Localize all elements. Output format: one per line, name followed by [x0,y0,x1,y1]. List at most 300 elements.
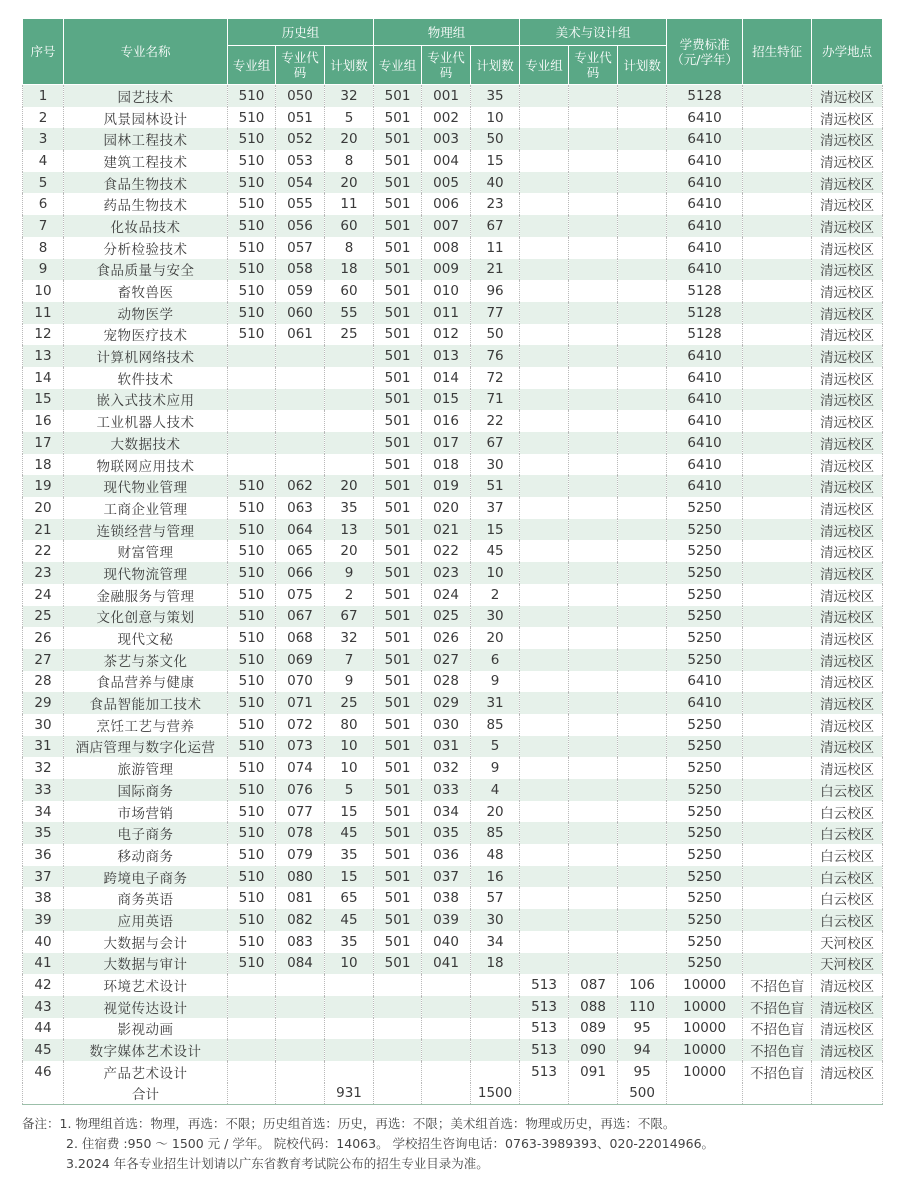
row-art-group [520,193,569,215]
row-art-plan: 94 [618,1039,667,1061]
row-physics-code: 016 [422,410,471,432]
row-history-group: 510 [228,627,276,649]
row-physics-code: 003 [422,128,471,150]
row-history-group: 510 [228,822,276,844]
row-feature: 不招色盲 [743,1061,812,1083]
row-physics-plan: 40 [471,172,520,194]
row-physics-plan: 77 [471,302,520,324]
row-art-group [520,909,569,931]
row-physics-code: 024 [422,584,471,606]
row-campus: 清远校区 [812,1039,883,1061]
row-physics-group: 501 [374,627,422,649]
row-history-group [228,1061,276,1083]
row-physics-code: 001 [422,85,471,107]
row-art-code [569,345,618,367]
row-major-name: 软件技术 [64,367,228,389]
row-physics-plan: 85 [471,714,520,736]
row-feature [743,714,812,736]
row-physics-code: 013 [422,345,471,367]
row-history-group: 510 [228,497,276,519]
row-physics-group [374,1061,422,1083]
row-history-plan [325,432,374,454]
table-row [23,822,883,844]
row-history-group: 510 [228,519,276,541]
row-tuition: 5250 [667,953,743,975]
row-art-group [520,540,569,562]
row-seq: 29 [23,692,64,714]
row-major-name: 财富管理 [64,540,228,562]
row-art-group [520,475,569,497]
row-history-group [228,345,276,367]
row-art-plan [618,345,667,367]
row-history-group: 510 [228,562,276,584]
row-campus: 白云校区 [812,887,883,909]
table-row [23,432,883,454]
table-row [23,1018,883,1040]
row-physics-group: 501 [374,584,422,606]
row-physics-plan: 30 [471,909,520,931]
row-tuition: 5250 [667,931,743,953]
row-art-code [569,736,618,758]
total-art-plan: 500 [618,1083,667,1105]
row-major-name: 影视动画 [64,1018,228,1040]
table-row [23,671,883,693]
row-major-name: 大数据与会计 [64,931,228,953]
row-history-group [228,432,276,454]
row-campus: 清远校区 [812,996,883,1018]
total-empty [276,1083,325,1105]
row-art-code [569,410,618,432]
row-history-group: 510 [228,801,276,823]
row-tuition: 5250 [667,887,743,909]
row-art-code [569,150,618,172]
row-art-code [569,280,618,302]
row-physics-plan: 20 [471,627,520,649]
row-feature [743,150,812,172]
row-tuition: 5250 [667,801,743,823]
row-history-plan: 45 [325,822,374,844]
header-art-code: 专业代码 [569,46,618,85]
row-physics-group: 501 [374,844,422,866]
row-major-name: 国际商务 [64,779,228,801]
table-row [23,844,883,866]
row-history-group: 510 [228,150,276,172]
row-history-plan: 35 [325,844,374,866]
row-campus: 清远校区 [812,172,883,194]
row-art-code [569,953,618,975]
row-art-plan [618,757,667,779]
table-row [23,497,883,519]
row-seq: 42 [23,974,64,996]
row-campus: 白云校区 [812,801,883,823]
row-history-group: 510 [228,215,276,237]
row-art-code [569,606,618,628]
row-campus: 白云校区 [812,866,883,888]
row-art-plan [618,150,667,172]
row-art-code [569,931,618,953]
row-physics-group [374,1018,422,1040]
row-art-group [520,432,569,454]
row-physics-plan [471,1018,520,1040]
row-art-plan [618,540,667,562]
row-physics-group: 501 [374,215,422,237]
table-row [23,150,883,172]
row-art-plan [618,736,667,758]
row-physics-group: 501 [374,562,422,584]
row-art-code [569,454,618,476]
row-physics-code: 014 [422,367,471,389]
row-physics-group: 501 [374,367,422,389]
table-row [23,1039,883,1061]
table-row [23,367,883,389]
row-seq: 41 [23,953,64,975]
row-major-name: 计算机网络技术 [64,345,228,367]
row-physics-code: 035 [422,822,471,844]
row-tuition: 6410 [667,259,743,281]
row-campus: 清远校区 [812,649,883,671]
row-art-plan [618,714,667,736]
row-art-group [520,237,569,259]
row-art-code [569,692,618,714]
row-art-code [569,215,618,237]
row-physics-group: 501 [374,649,422,671]
row-physics-code [422,996,471,1018]
row-physics-code: 040 [422,931,471,953]
row-history-plan: 60 [325,215,374,237]
row-seq: 34 [23,801,64,823]
row-art-code: 089 [569,1018,618,1040]
row-art-group [520,866,569,888]
row-physics-plan [471,1061,520,1083]
row-major-name: 分析检验技术 [64,237,228,259]
header-physics-code: 专业代码 [422,46,471,85]
row-art-plan [618,302,667,324]
row-feature [743,280,812,302]
row-seq: 7 [23,215,64,237]
row-campus: 清远校区 [812,1061,883,1083]
table-row [23,85,883,107]
row-physics-plan: 31 [471,692,520,714]
row-physics-plan: 22 [471,410,520,432]
row-physics-code: 023 [422,562,471,584]
row-physics-plan: 30 [471,606,520,628]
row-history-code: 080 [276,866,325,888]
row-history-group: 510 [228,259,276,281]
row-seq: 45 [23,1039,64,1061]
row-art-code [569,324,618,346]
row-physics-code: 007 [422,215,471,237]
row-physics-code: 004 [422,150,471,172]
row-art-group [520,302,569,324]
row-tuition: 5250 [667,627,743,649]
row-history-group [228,454,276,476]
row-history-code [276,367,325,389]
row-history-plan [325,454,374,476]
row-history-code [276,389,325,411]
row-feature: 不招色盲 [743,1018,812,1040]
row-history-code: 070 [276,671,325,693]
row-campus: 清远校区 [812,215,883,237]
row-seq: 4 [23,150,64,172]
row-history-plan [325,389,374,411]
header-art-group-no: 专业组 [520,46,569,85]
row-campus: 清远校区 [812,584,883,606]
row-major-name: 文化创意与策划 [64,606,228,628]
row-history-group: 510 [228,866,276,888]
total-empty [667,1083,743,1105]
row-art-plan: 110 [618,996,667,1018]
row-physics-plan: 51 [471,475,520,497]
row-art-plan [618,671,667,693]
row-seq: 23 [23,562,64,584]
row-feature [743,844,812,866]
table-row [23,584,883,606]
row-physics-plan: 10 [471,562,520,584]
row-campus: 清远校区 [812,345,883,367]
row-physics-group: 501 [374,454,422,476]
row-tuition: 6410 [667,107,743,129]
row-physics-plan: 15 [471,519,520,541]
row-feature [743,410,812,432]
row-tuition: 5250 [667,866,743,888]
row-history-plan: 18 [325,259,374,281]
row-tuition: 6410 [667,692,743,714]
row-history-code [276,454,325,476]
row-physics-code: 005 [422,172,471,194]
total-row [23,1083,883,1105]
row-tuition: 5128 [667,324,743,346]
row-art-code [569,779,618,801]
row-seq: 1 [23,85,64,107]
row-physics-code: 022 [422,540,471,562]
row-physics-plan: 34 [471,931,520,953]
row-physics-group: 501 [374,606,422,628]
row-art-code [569,475,618,497]
table-row [23,692,883,714]
row-physics-code: 039 [422,909,471,931]
row-history-plan: 9 [325,562,374,584]
note-line-2: 2. 住宿费 :950 ～ 1500 元 / 学年。 院校代码：14063。 学校招生咨询电话：0763-3989393、020-22014966。 [66,1136,715,1151]
row-physics-plan: 30 [471,454,520,476]
row-history-plan: 32 [325,627,374,649]
row-history-code: 067 [276,606,325,628]
row-history-code: 079 [276,844,325,866]
row-art-code: 091 [569,1061,618,1083]
row-art-plan [618,779,667,801]
row-physics-group [374,996,422,1018]
row-physics-group: 501 [374,128,422,150]
row-major-name: 食品营养与健康 [64,671,228,693]
row-physics-group: 501 [374,887,422,909]
row-physics-code: 027 [422,649,471,671]
row-feature [743,562,812,584]
row-history-group: 510 [228,844,276,866]
row-history-plan: 10 [325,953,374,975]
row-physics-code: 017 [422,432,471,454]
row-physics-group: 501 [374,931,422,953]
row-history-plan: 20 [325,540,374,562]
row-feature [743,540,812,562]
row-major-name: 连锁经营与管理 [64,519,228,541]
table-row [23,757,883,779]
table-row [23,389,883,411]
row-tuition: 6410 [667,193,743,215]
row-tuition: 5250 [667,584,743,606]
note-1-text: 1. 物理组首选：物理，再选：不限；历史组首选：历史，再选：不限；美术组首选：物理或历史，再选：不限。 [59,1116,676,1131]
row-feature [743,475,812,497]
row-history-group: 510 [228,280,276,302]
row-history-plan: 5 [325,107,374,129]
row-history-code: 053 [276,150,325,172]
row-physics-code: 036 [422,844,471,866]
row-seq: 36 [23,844,64,866]
row-campus: 清远校区 [812,237,883,259]
row-feature [743,519,812,541]
row-physics-plan: 11 [471,237,520,259]
row-physics-plan: 5 [471,736,520,758]
row-major-name: 应用英语 [64,909,228,931]
row-art-group [520,497,569,519]
row-history-code: 072 [276,714,325,736]
row-major-name: 数字媒体艺术设计 [64,1039,228,1061]
total-empty [569,1083,618,1105]
row-history-group: 510 [228,931,276,953]
row-tuition: 6410 [667,389,743,411]
row-history-plan: 25 [325,324,374,346]
row-art-code [569,844,618,866]
row-history-group: 510 [228,128,276,150]
table-row [23,259,883,281]
row-physics-code [422,1061,471,1083]
row-history-code [276,1061,325,1083]
row-art-group [520,779,569,801]
row-physics-code: 006 [422,193,471,215]
row-physics-group: 501 [374,953,422,975]
row-physics-plan: 50 [471,324,520,346]
row-seq: 27 [23,649,64,671]
row-seq: 2 [23,107,64,129]
row-physics-group: 501 [374,107,422,129]
row-tuition: 6410 [667,367,743,389]
row-art-group [520,150,569,172]
row-major-name: 产品艺术设计 [64,1061,228,1083]
row-campus: 清远校区 [812,259,883,281]
row-art-group [520,562,569,584]
row-campus: 清远校区 [812,606,883,628]
row-art-code [569,389,618,411]
row-major-name: 电子商务 [64,822,228,844]
row-physics-group: 501 [374,866,422,888]
row-tuition: 6410 [667,345,743,367]
notes-section [22,1114,892,1174]
row-seq: 19 [23,475,64,497]
row-campus: 清远校区 [812,432,883,454]
row-feature [743,671,812,693]
table-row [23,736,883,758]
row-feature [743,931,812,953]
row-physics-plan: 96 [471,280,520,302]
row-art-plan [618,931,667,953]
row-seq: 18 [23,454,64,476]
row-history-plan: 8 [325,150,374,172]
row-physics-plan [471,996,520,1018]
row-seq: 44 [23,1018,64,1040]
row-art-plan [618,237,667,259]
row-history-code: 075 [276,584,325,606]
total-history-plan: 931 [325,1083,374,1105]
row-physics-code: 038 [422,887,471,909]
row-art-group [520,324,569,346]
row-major-name: 金融服务与管理 [64,584,228,606]
row-art-code [569,497,618,519]
row-history-group: 510 [228,302,276,324]
table-row [23,454,883,476]
row-campus: 清远校区 [812,128,883,150]
row-art-group [520,389,569,411]
row-feature [743,779,812,801]
header-seq: 序号 [23,19,64,85]
row-campus: 白云校区 [812,779,883,801]
row-campus: 清远校区 [812,324,883,346]
row-physics-plan: 2 [471,584,520,606]
row-tuition: 10000 [667,996,743,1018]
row-physics-group: 501 [374,193,422,215]
row-art-plan [618,822,667,844]
row-physics-code: 026 [422,627,471,649]
row-physics-plan: 71 [471,389,520,411]
row-major-name: 视觉传达设计 [64,996,228,1018]
row-history-code [276,996,325,1018]
table-row [23,324,883,346]
row-feature [743,345,812,367]
row-physics-group [374,974,422,996]
note-line-3: 3.2024 年各专业招生计划请以广东省教育考试院公布的招生专业目录为准。 [66,1156,489,1171]
row-art-plan [618,866,667,888]
row-seq: 5 [23,172,64,194]
total-empty [743,1083,812,1105]
row-feature [743,237,812,259]
row-art-group [520,801,569,823]
row-campus: 白云校区 [812,909,883,931]
table-row [23,866,883,888]
header-physics-plan: 计划数 [471,46,520,85]
row-art-group [520,844,569,866]
row-history-code: 066 [276,562,325,584]
row-campus: 清远校区 [812,1018,883,1040]
row-tuition: 5250 [667,519,743,541]
row-tuition: 5250 [667,540,743,562]
total-empty [374,1083,422,1105]
row-tuition: 5250 [667,844,743,866]
row-history-group: 510 [228,692,276,714]
row-history-code [276,410,325,432]
row-history-plan: 35 [325,497,374,519]
row-physics-group [374,1039,422,1061]
header-history-group-no: 专业组 [228,46,276,85]
row-art-group: 513 [520,996,569,1018]
total-empty [812,1083,883,1105]
row-seq: 32 [23,757,64,779]
row-art-plan [618,909,667,931]
row-history-group: 510 [228,757,276,779]
table-row [23,562,883,584]
row-art-group [520,128,569,150]
row-physics-group: 501 [374,497,422,519]
row-tuition: 6410 [667,150,743,172]
row-history-group [228,410,276,432]
row-physics-group: 501 [374,85,422,107]
row-art-code [569,172,618,194]
